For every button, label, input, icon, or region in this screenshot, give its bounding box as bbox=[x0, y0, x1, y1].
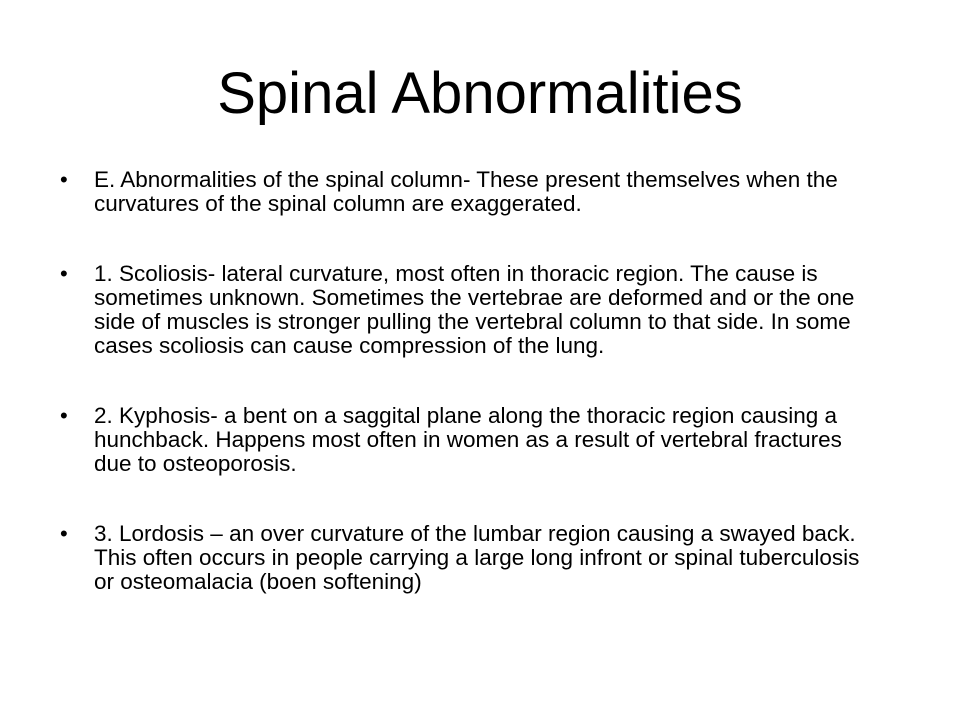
bullet-item bbox=[60, 404, 860, 476]
bullet-dot: • bbox=[60, 167, 68, 192]
bullet-text: 3. Lordosis – an over curvature of the lumbar region causing a swayed back. This often occurs in people carrying a large long infront or spinal tuberculosis or osteomalacia (boen softening) bbox=[94, 521, 860, 594]
bullet-item bbox=[60, 522, 860, 594]
bullet-text: E. Abnormalities of the spinal column- These present themselves when the curvatures of the spinal column are exaggerated. bbox=[94, 167, 838, 216]
bullet-list bbox=[60, 168, 860, 640]
bullet-text: 1. Scoliosis- lateral curvature, most often in thoracic region. The cause is sometimes unknown. Sometimes the vertebrae are deformed and or the one side of muscles is stronger pulling the vertebral column to that side. In some cases scoliosis can cause compression of the lung. bbox=[94, 261, 855, 358]
bullet-item bbox=[60, 168, 860, 216]
bullet-dot: • bbox=[60, 261, 68, 286]
bullet-dot: • bbox=[60, 521, 68, 546]
slide-title: Spinal Abnormalities bbox=[217, 61, 743, 126]
bullet-item bbox=[60, 262, 860, 358]
bullet-text: 2. Kyphosis- a bent on a saggital plane along the thoracic region causing a hunchback. Happens most often in women as a result of vertebral fractures due to osteoporosis. bbox=[94, 403, 842, 476]
bullet-dot: • bbox=[60, 403, 68, 428]
